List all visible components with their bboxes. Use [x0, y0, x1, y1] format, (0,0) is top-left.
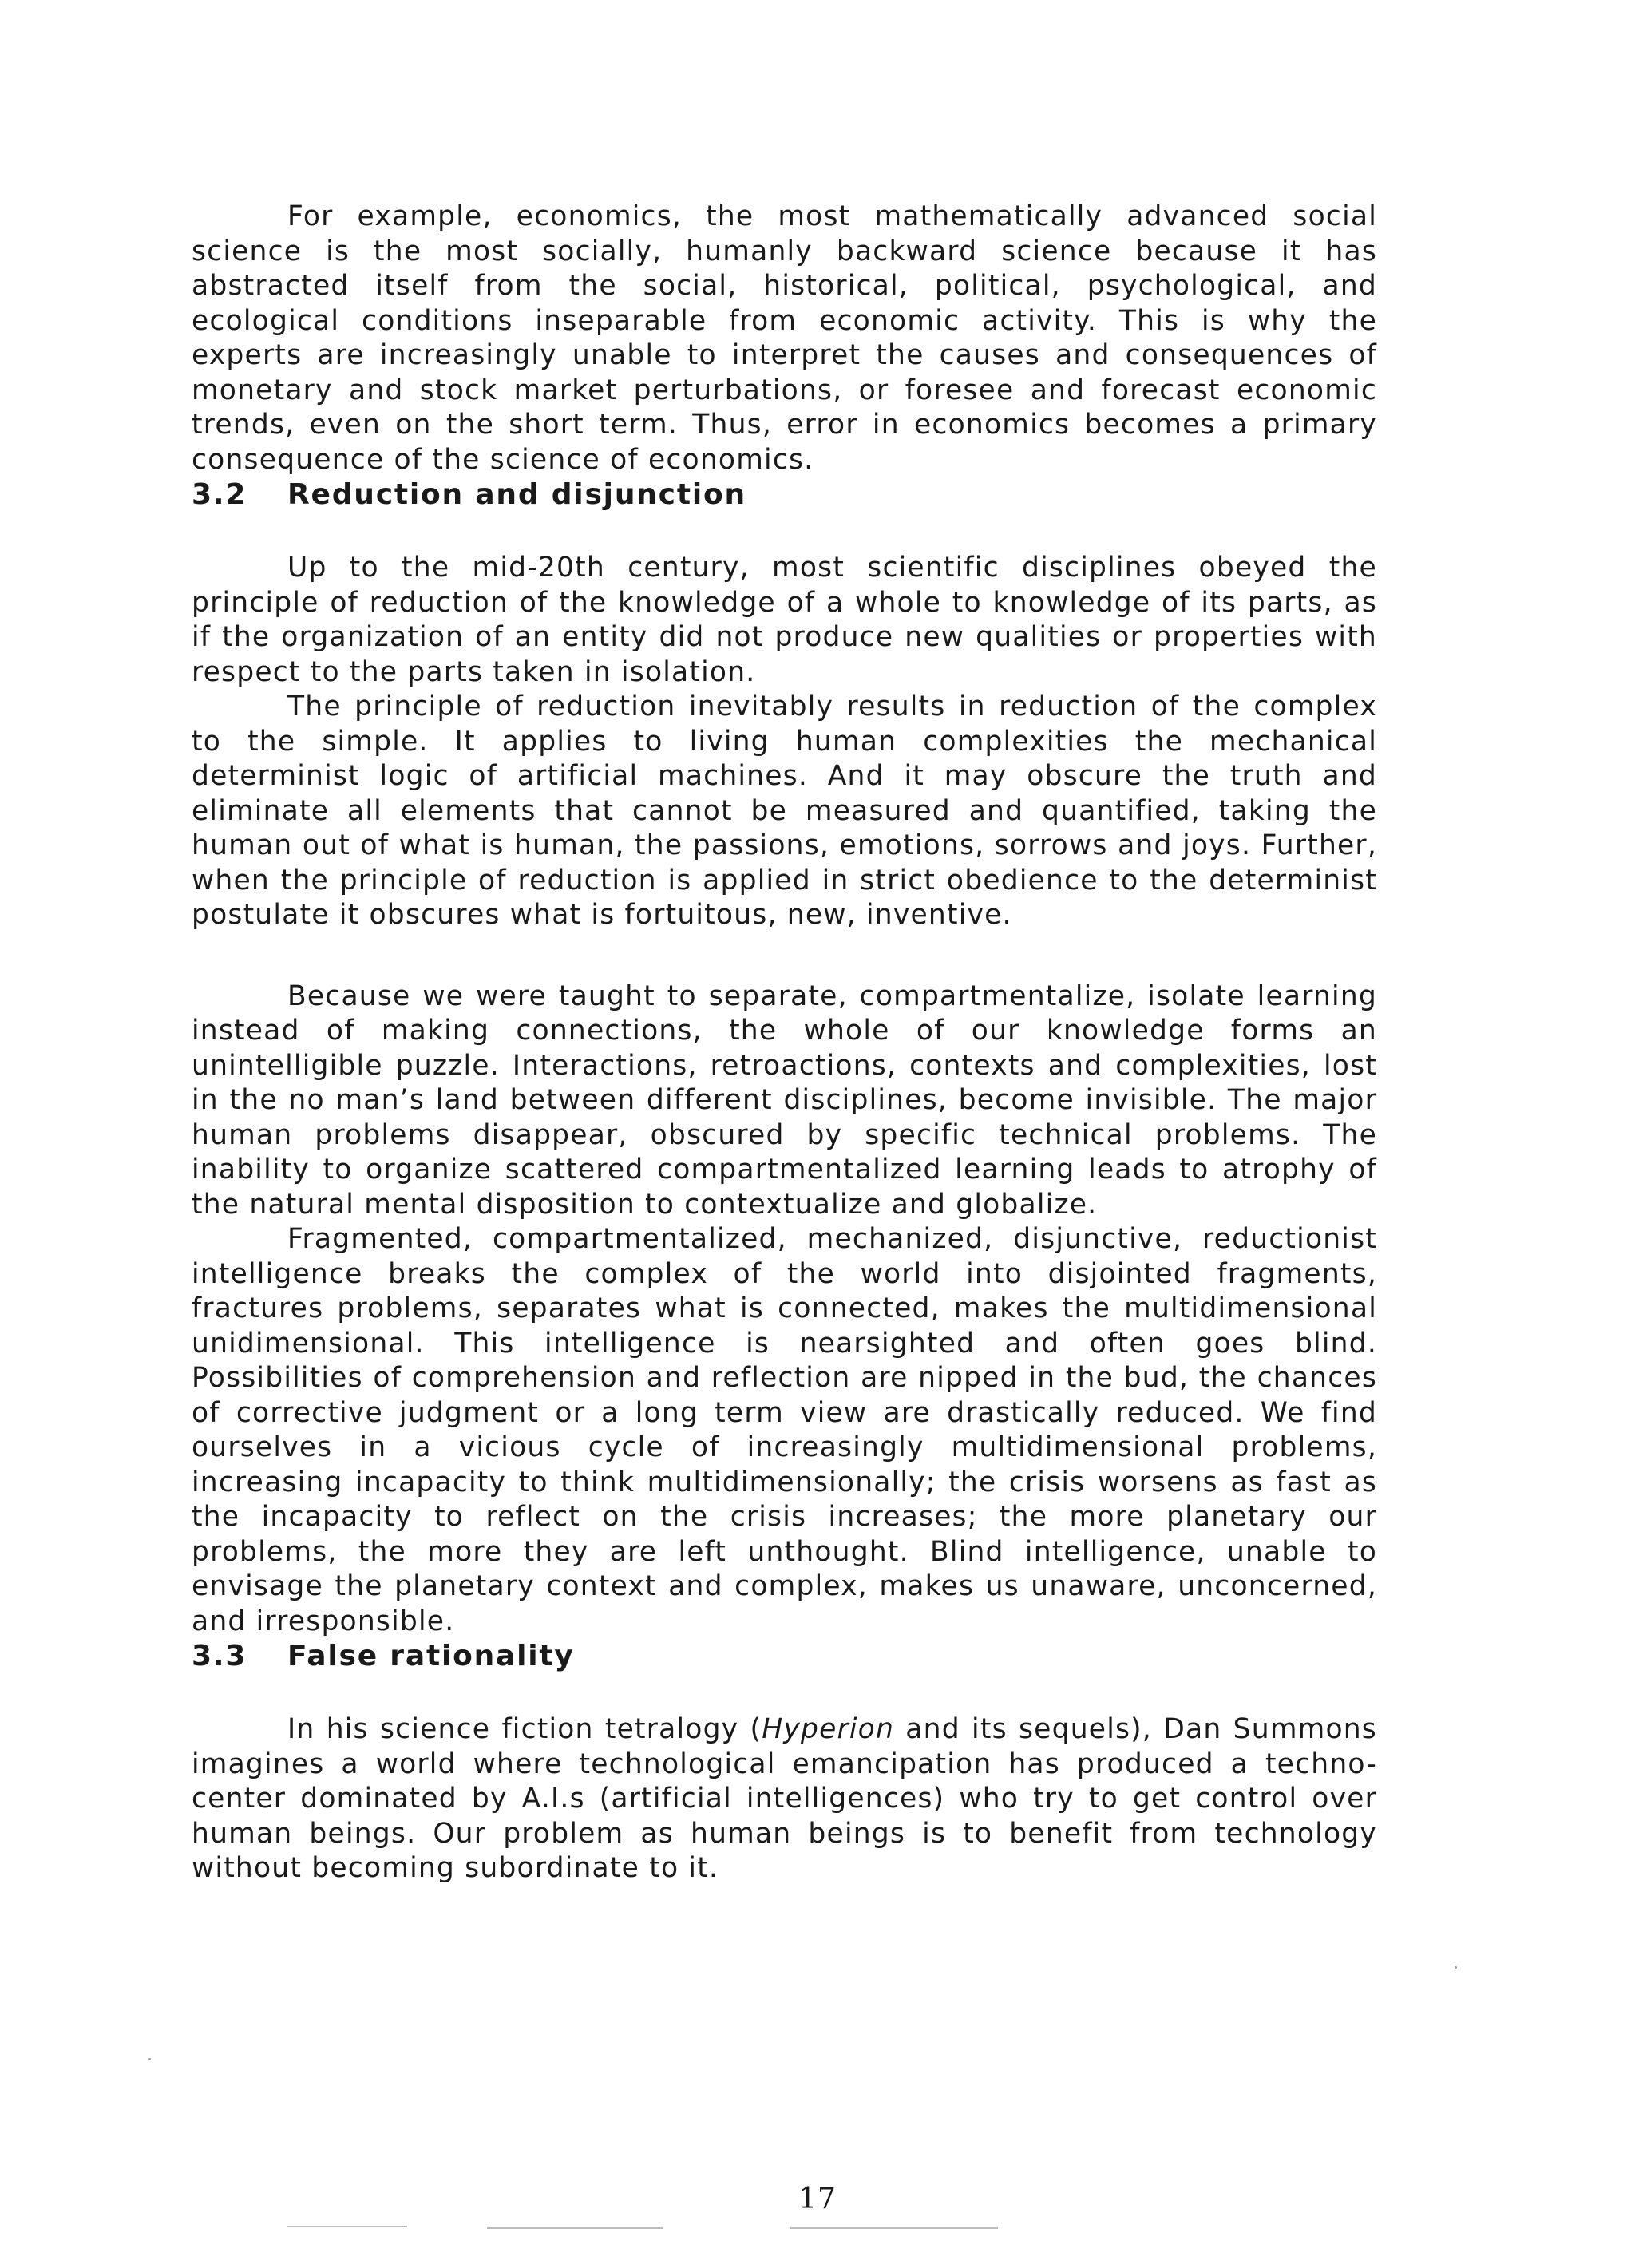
section-heading-3-3 [192, 1639, 1377, 1674]
paragraph-text: and its sequels), Dan Summons imagines a world where technological emancipation has produced a techno-center dominated by A.I.s (artificial intelligences) who try to get control over human beings. Our problem as human beings is to benefit from technology without becoming subordinate to it. [192, 1713, 1377, 1884]
scan-artifact-dot [1455, 1966, 1457, 1969]
section-heading-3-2 [192, 477, 1377, 513]
scan-artifact-dot [148, 2058, 151, 2060]
section-title: Reduction and disjunction [287, 478, 746, 511]
section-number: 3.3 [192, 1640, 247, 1672]
paragraph-hyperion [192, 1712, 1377, 1886]
paragraph-text: In his science fiction tetralogy ( [287, 1713, 762, 1745]
book-title: Hyperion [762, 1713, 895, 1745]
paragraph-compartmentalize: Because we were taught to separate, compartmentalize, isolate learning instead of making connections, the whole of our knowledge forms an unintelligible puzzle. Interactions, retroactions, contexts and complexities, lost in the no man’s land between different disciplines, become invisible. The major human problems disappear, obscured by specific technical problems. The inability to organize scattered compartmentalized learning leads to atrophy of the natural mental disposition to contextualize and globalize. [192, 980, 1377, 1221]
paragraph-reduction-results: The principle of reduction inevitably results in reduction of the complex to the simple. It applies to living human complexities the mechanical determinist logic of artificial machines. And it may obscure the truth and eliminate all elements that cannot be measured and quantified, taking the human out of what is human, the passions, emotions, sorrows and joys. Further, when the principle of reduction is applied in strict obedience to the determinist postulate it obscures what is fortuitous, new, inventive. [192, 691, 1377, 931]
scan-artifact-line [487, 2227, 663, 2229]
scan-artifact-line [790, 2227, 998, 2229]
paragraph-reduction-principle: Up to the mid-20th century, most scientific disciplines obeyed the principle of reduction of the knowledge of a whole to knowledge of its parts, as if the organization of an entity did not produce new qualities or properties with respect to the parts taken in isolation. [192, 552, 1377, 688]
document-page [192, 200, 1377, 1886]
section-number: 3.2 [192, 478, 247, 511]
scan-artifact-line [287, 2226, 407, 2227]
paragraph-fragmented-intelligence: Fragmented, compartmentalized, mechanized, disjunctive, reductionist intelligence breaks the complex of the world into disjointed fragments, fractures problems, separates what is connected, makes the multidimensional unidimensional. This intelligence is nearsighted and often goes blind. Possibilities of comprehension and reflection are nipped in the bud, the chances of corrective judgment or a long term view are drastically reduced. We find ourselves in a vicious cycle of increasingly multidimensional problems, increasing incapacity to think multidimensionally; the crisis worsens as fast as the incapacity to reflect on the crisis increases; the more planetary our problems, the more they are left unthought. Blind intelligence, unable to envisage the planetary context and complex, makes us unaware, unconcerned, and irresponsible. [192, 1223, 1377, 1637]
section-title: False rationality [287, 1640, 575, 1672]
page-number: 17 [798, 2183, 837, 2215]
paragraph-economics: For example, economics, the most mathematically advanced social science is the most socially, humanly backward science because it has abstracted itself from the social, historical, political, psychological, and ecological conditions inseparable from economic activity. This is why the experts are increasingly unable to interpret the causes and consequences of monetary and stock market perturbations, or foresee and forecast economic trends, even on the short term. Thus, error in economics becomes a primary consequence of the science of economics. [192, 200, 1377, 476]
